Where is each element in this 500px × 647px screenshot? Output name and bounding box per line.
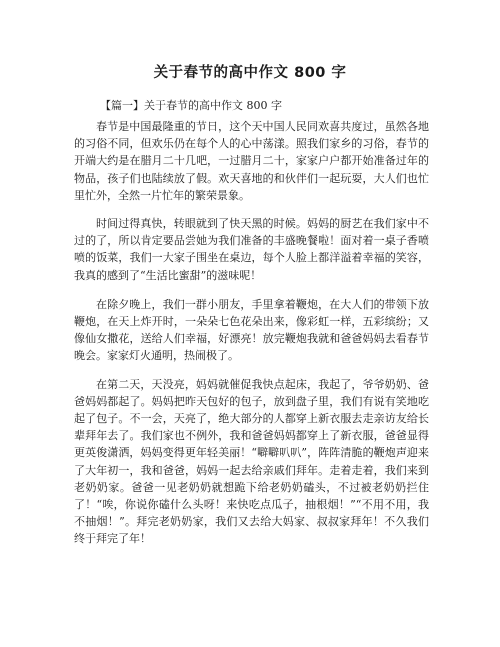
paragraph-1: 春节是中国最隆重的节日，这个天中国人民同欢喜共度过，虽然各地的习俗不同，但欢乐仍在每个人的心中荡漾。照我们家乡的习俗，春节的开端大约是在腊月二十几吧，一过腊月二十，家家户户都开始准备过年的物品，孩子们也陆续放了假。欢天喜地的和伙伴们一起玩耍，大人们也忙里忙外，全然一片忙年的繁荣景象。 — [74, 120, 429, 202]
section-heading: 【篇一】关于春节的高中作文 800 字 — [100, 99, 282, 112]
paragraph-3: 在除夕晚上，我们一群小朋友，手里拿着鞭炮，在大人们的带领下放鞭炮，在天上炸开时，一朵朵七色花朵出来，像彩虹一样，五彩缤纷；又像仙女撒花，送给人们幸福，好漂亮！放完鞭炮我就和爸爸妈妈去看春节晚会。家家灯火通明，热闹极了。 — [74, 297, 429, 363]
essay-body — [74, 118, 429, 559]
document-title: 关于春节的高中作文 800 字 — [153, 65, 347, 81]
paragraph-4: 在第二天，天没亮，妈妈就催促我快点起床，我起了，爷爷奶奶、爸爸妈妈都起了。妈妈把昨天包好的包子，放到盘子里，我们有说有笑地吃起了包子。不一会，天亮了，绝大部分的人都穿上新衣服去走亲访友给长辈拜年去了。我们家也不例外，我和爸爸妈妈都穿上了新衣服，爸爸显得更英俊潇洒，妈妈变得更年轻美丽！“噼噼叭叭”，阵阵清脆的鞭炮声迎来了大年初一，我和爸爸，妈妈一起去给亲戚们拜年。走着走着，我们来到老奶奶家。爸爸一见老奶奶就想跪下给老奶奶磕头，不过被老奶奶拦住了！“唉，你说你磕什么头呀！来快吃点瓜子，抽根烟！”“不用不用，我不抽烟！”。拜完老奶奶家，我们又去给大妈家、叔叔家拜年！不久我们终于拜完了年！ — [74, 377, 429, 546]
paragraph-2: 时间过得真快，转眼就到了快天黑的时候。妈妈的厨艺在我们家中不过的了，所以肯定要品尝她为我们准备的丰盛晚餐啦！面对着一桌子香喷喷的饭菜，我们一大家子围坐在桌边，每个人脸上都洋溢着幸福的笑容，我真的感到了“生活比蜜甜”的滋味呢！ — [74, 217, 429, 282]
